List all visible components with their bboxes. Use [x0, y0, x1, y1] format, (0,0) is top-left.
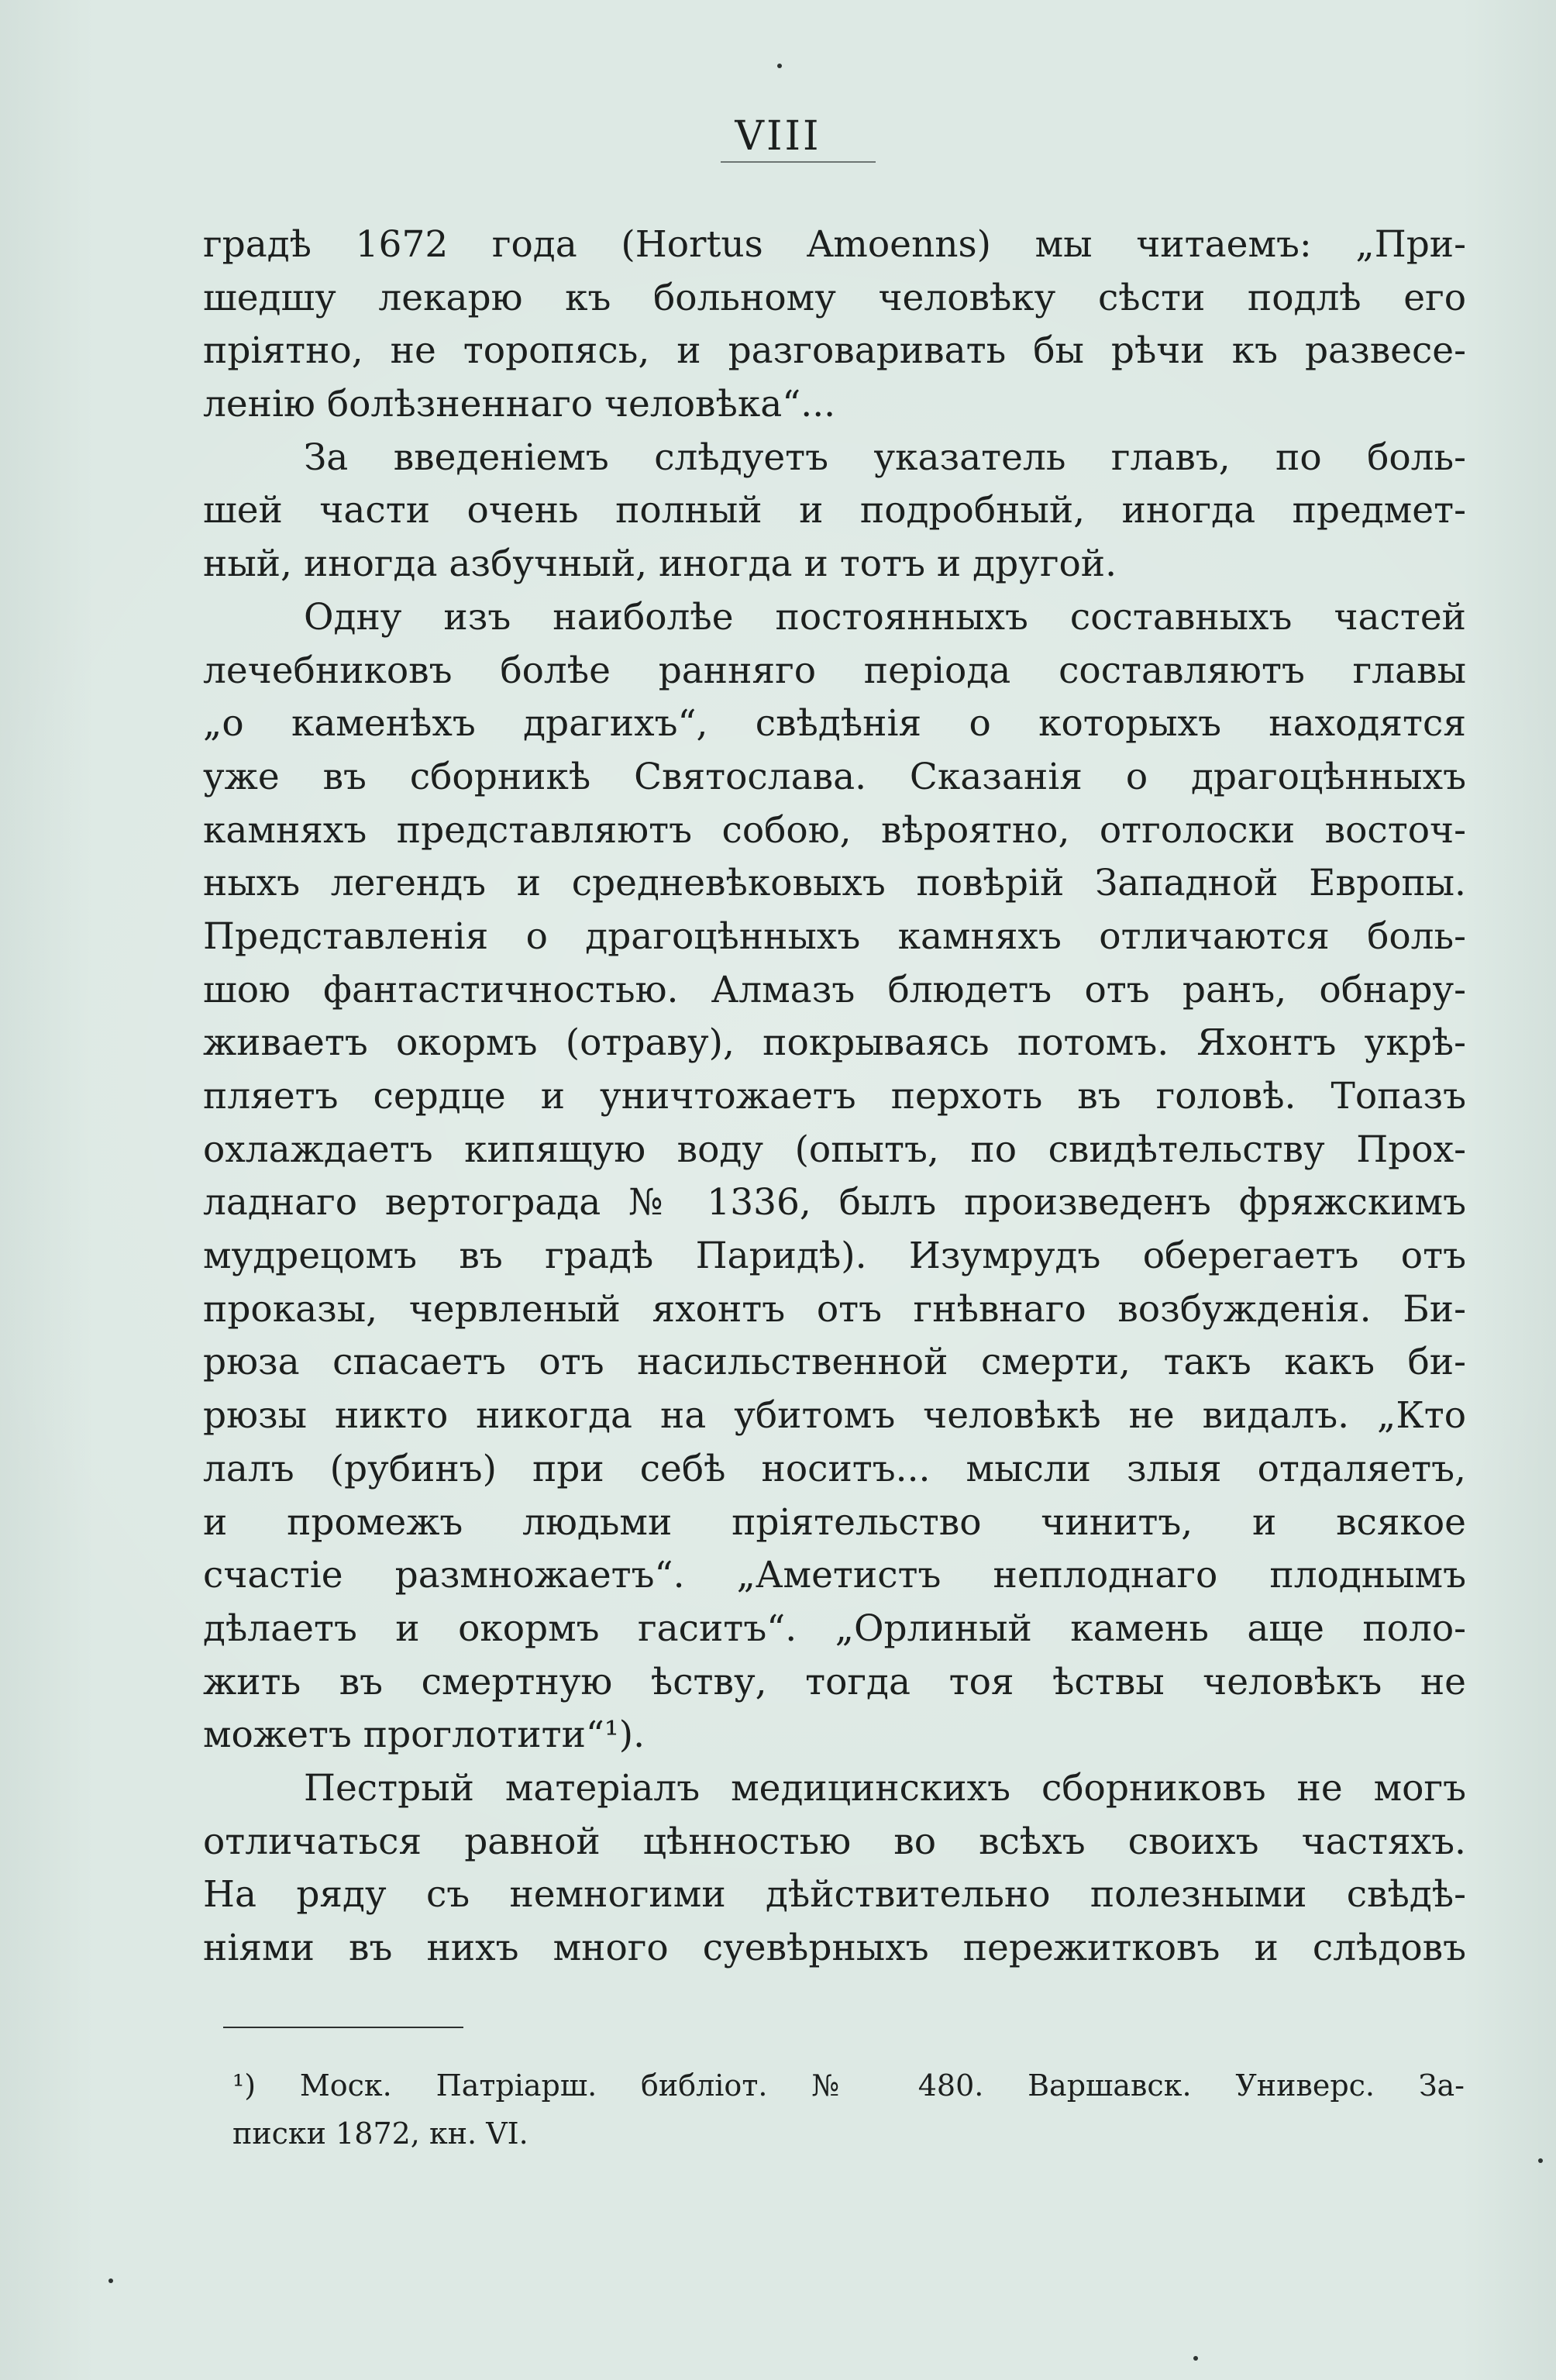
text-line: камняхъ представляютъ собою, вѣроятно, отголоски восточ- [203, 808, 1466, 852]
text-line: уже въ сборникѣ Святослава. Сказанія о драгоцѣнныхъ [203, 755, 1466, 798]
text-line: ленію болѣзненнаго человѣка“... [203, 383, 836, 426]
text-line: охлаждаетъ кипящую воду (опытъ, по свидѣтельству Прох- [203, 1128, 1466, 1171]
text-line: шей части очень полный и подробный, иногда предмет- [203, 489, 1466, 532]
text-line: Представленія о драгоцѣнныхъ камняхъ отличаются боль- [203, 914, 1466, 958]
text-line: Одну изъ наиболѣе постоянныхъ составныхъ частей [304, 595, 1466, 639]
text-line: пріятно, не торопясь, и разговаривать бы рѣчи къ развесе- [203, 329, 1466, 373]
header-rule [721, 161, 876, 163]
text-line: ныхъ легендъ и средневѣковыхъ повѣрій Западной Европы. [203, 862, 1466, 905]
print-speck [108, 2278, 113, 2283]
footnote [232, 2061, 1465, 2158]
text-line: ный, иногда азбучный, иногда и тотъ и другой. [203, 542, 1117, 586]
footnote-line: писки 1872, кн. VI. [232, 2117, 528, 2151]
text-line: Пестрый матеріалъ медицинскихъ сборниковъ не могъ [304, 1766, 1466, 1810]
footnote-rule [223, 2027, 463, 2028]
text-line: жить въ смертную ѣству, тогда тоя ѣствы человѣкъ не [203, 1660, 1466, 1703]
page-number: VIII [735, 113, 821, 160]
text-line: шою фантастичностью. Алмазъ блюдетъ отъ ранъ, обнару- [203, 968, 1466, 1011]
text-line: градѣ 1672 года (Hortus Amoenns) мы читаемъ: „При- [203, 223, 1466, 266]
print-speck [777, 64, 782, 68]
text-line: проказы, червленый яхонтъ отъ гнѣвнаго возбужденія. Би- [203, 1287, 1466, 1331]
text-line: пляетъ сердце и уничтожаетъ перхоть въ головѣ. Топазъ [203, 1075, 1466, 1118]
footnote-line: ¹) Моск. Патріарш. библіот. № 480. Варшавск. Универс. За- [232, 2068, 1465, 2103]
text-line: „о каменѣхъ драгихъ“, свѣдѣнія о которыхъ находятся [203, 702, 1466, 746]
print-speck [1538, 2158, 1543, 2163]
text-line: лалъ (рубинъ) при себѣ носитъ... мысли злыя отдаляетъ, [203, 1447, 1466, 1490]
text-line: На ряду съ немногими дѣйствительно полезными свѣдѣ- [203, 1873, 1466, 1917]
text-line: ніями въ нихъ много суевѣрныхъ пережитковъ и слѣдовъ [203, 1927, 1466, 1969]
text-line: счастіе размножаетъ“. „Аметистъ неплоднаго плоднымъ [203, 1554, 1466, 1597]
body-text [203, 219, 1466, 1975]
text-line: За введеніемъ слѣдуетъ указатель главъ, по боль- [304, 436, 1466, 479]
text-line: рюза спасаетъ отъ насильственной смерти, такъ какъ би- [203, 1341, 1466, 1384]
text-line: лечебниковъ болѣе ранняго періода составляютъ главы [203, 649, 1466, 692]
text-line: отличаться равной цѣнностью во всѣхъ своихъ частяхъ. [203, 1820, 1466, 1863]
text-line: и промежъ людьми пріятельство чинитъ, и всякое [203, 1500, 1466, 1544]
text-line: шедшу лекарю къ больному человѣку сѣсти подлѣ его [203, 276, 1466, 319]
text-line: рюзы никто никогда на убитомъ человѣкѣ не видалъ. „Кто [203, 1394, 1466, 1438]
text-line: ладнаго вертограда № 1336, былъ произведенъ фряжскимъ [203, 1181, 1466, 1224]
text-line: можетъ проглотити“¹). [203, 1714, 645, 1757]
print-speck [1193, 2356, 1198, 2361]
text-line: мудрецомъ въ градѣ Паридѣ). Изумрудъ оберегаетъ отъ [203, 1235, 1466, 1278]
text-line: живаетъ окормъ (отраву), покрываясь потомъ. Яхонтъ укрѣ- [203, 1021, 1466, 1065]
text-line: дѣлаетъ и окормъ гаситъ“. „Орлиный камень аще поло- [203, 1607, 1466, 1650]
